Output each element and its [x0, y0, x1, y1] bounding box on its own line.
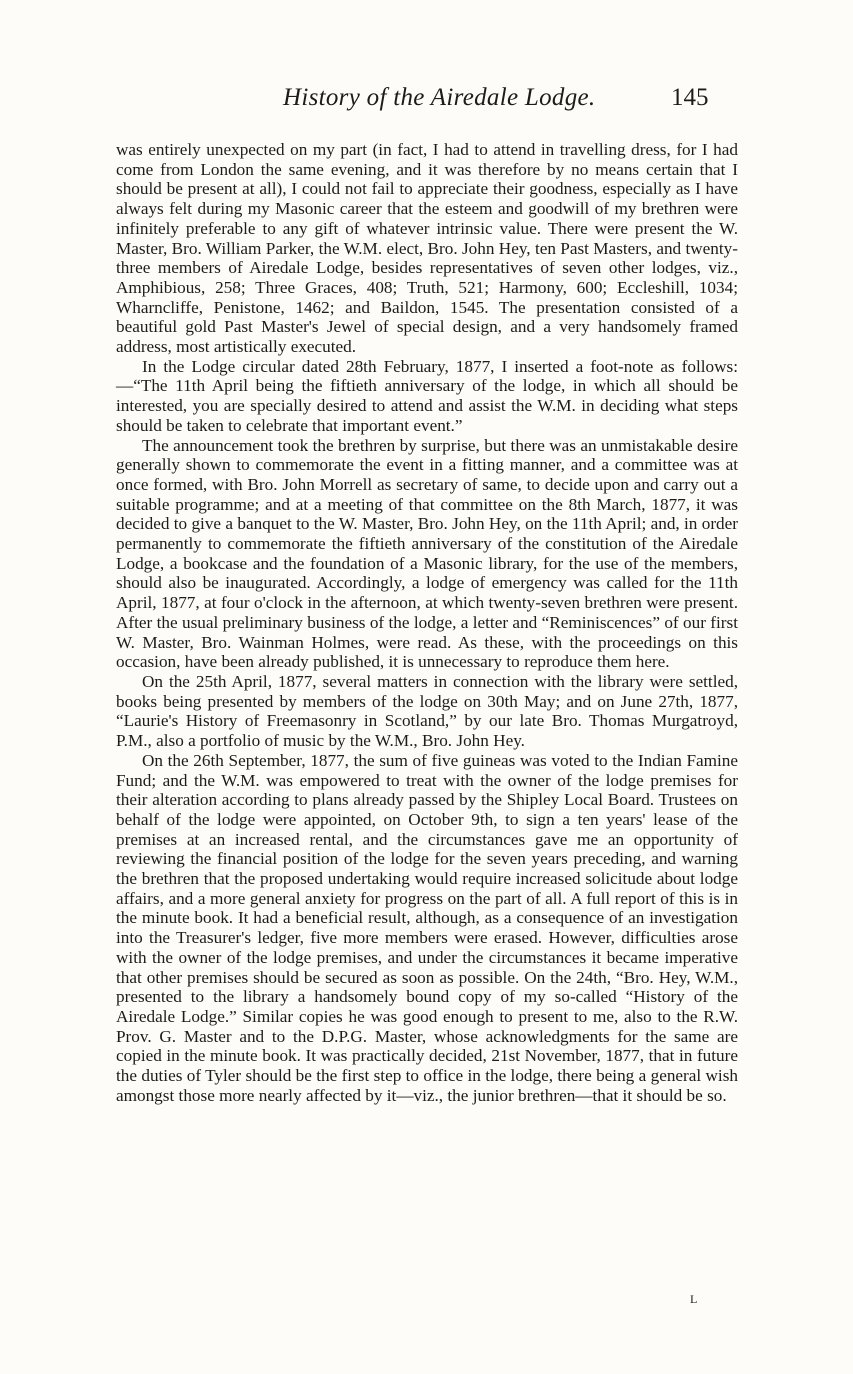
paragraph: In the Lodge circular dated 28th February, 1877, I inserted a foot-note as follows:—“The 11th April being the fiftieth anniversary of the lodge, in which all should be interested, you are specially desired to attend and assist the W.M. in deciding what steps should be taken to celebrate that important event.” — [116, 356, 738, 435]
signature-mark: L — [690, 1292, 699, 1306]
paragraph-continued: was entirely unexpected on my part (in fact, I had to attend in travelling dress, for I had come from London the same evening, and it was therefore by no means certain that I should be present at all), I could not fail to appreciate their goodness, especially as I have always felt during my Masonic career that the esteem and goodwill of my brethren were infinitely preferable to any gift of whatever intrinsic value. There were present the W. Master, Bro. William Parker, the W.M. elect, Bro. John Hey, ten Past Masters, and twenty-three members of Airedale Lodge, besides representatives of seven other lodges, viz., Amphibious, 258; Three Graces, 408; Truth, 521; Harmony, 600; Eccleshill, 1034; Wharncliffe, Penistone, 1462; and Baildon, 1545. The presentation consisted of a beautiful gold Past Master's Jewel of special design, and a very handsomely framed address, most artistically executed. — [116, 140, 738, 357]
running-head — [0, 84, 853, 124]
running-title: History of the Airedale Lodge. — [283, 84, 596, 111]
paragraph: On the 26th September, 1877, the sum of five guineas was voted to the Indian Famine Fund; and the W.M. was empowered to treat with the owner of the lodge premises for their alteration according to plans already passed by the Shipley Local Board. Trustees on behalf of the lodge were appointed, on October 9th, to sign a ten years' lease of the premises at an increased rental, and the circumstances gave me an opportunity of reviewing the financial position of the lodge for the seven years preceding, and warning the brethren that the proposed undertaking would require increased solicitude about lodge affairs, and a more general anxiety for progress on the part of all. A full report of this is in the minute book. It had a beneficial result, although, as a consequence of an investigation into the Treasurer's ledger, five more members were erased. However, difficulties arose with the owner of the lodge premises, and under the circumstances it became imperative that other premises should be secured as soon as possible. On the 24th, “Bro. Hey, W.M., presented to the library a handsomely bound copy of my so-called “History of the Airedale Lodge.” Similar copies he was good enough to present to me, also to the R.W. Prov. G. Master and to the D.P.G. Master, whose acknowledgments for the same are copied in the minute book. It was practically decided, 21st November, 1877, that in future the duties of Tyler should be the first step to office in the lodge, there being a general wish amongst those more nearly affected by it—viz., the junior brethren—that it should be so. — [116, 750, 738, 1105]
page-number: 145 — [671, 84, 709, 111]
paragraph: The announcement took the brethren by surprise, but there was an unmistakable desire generally shown to commemorate the event in a fitting manner, and a committee was at once formed, with Bro. John Morrell as secretary of same, to decide upon and carry out a suitable programme; and at a meeting of that committee on the 8th March, 1877, it was decided to give a banquet to the W. Master, Bro. John Hey, on the 11th April; and, in order permanently to commemorate the fiftieth anniversary of the constitution of the Airedale Lodge, a bookcase and the foundation of a Masonic library, for the use of the members, should also be inaugurated. Accordingly, a lodge of emergency was called for the 11th April, 1877, at four o'clock in the afternoon, at which twenty-seven brethren were present. After the usual preliminary business of the lodge, a letter and “Reminiscences” of our first W. Master, Bro. Wainman Holmes, were read. As these, with the proceedings on this occasion, have been already published, it is unnecessary to reproduce them here. — [116, 435, 738, 672]
paragraph: On the 25th April, 1877, several matters in connection with the library were settled, books being presented by members of the lodge on 30th May; and on June 27th, 1877, “Laurie's History of Freemasonry in Scotland,” by our late Bro. Thomas Murgatroyd, P.M., also a portfolio of music by the W.M., Bro. John Hey. — [116, 671, 738, 751]
body-text — [116, 140, 738, 1105]
